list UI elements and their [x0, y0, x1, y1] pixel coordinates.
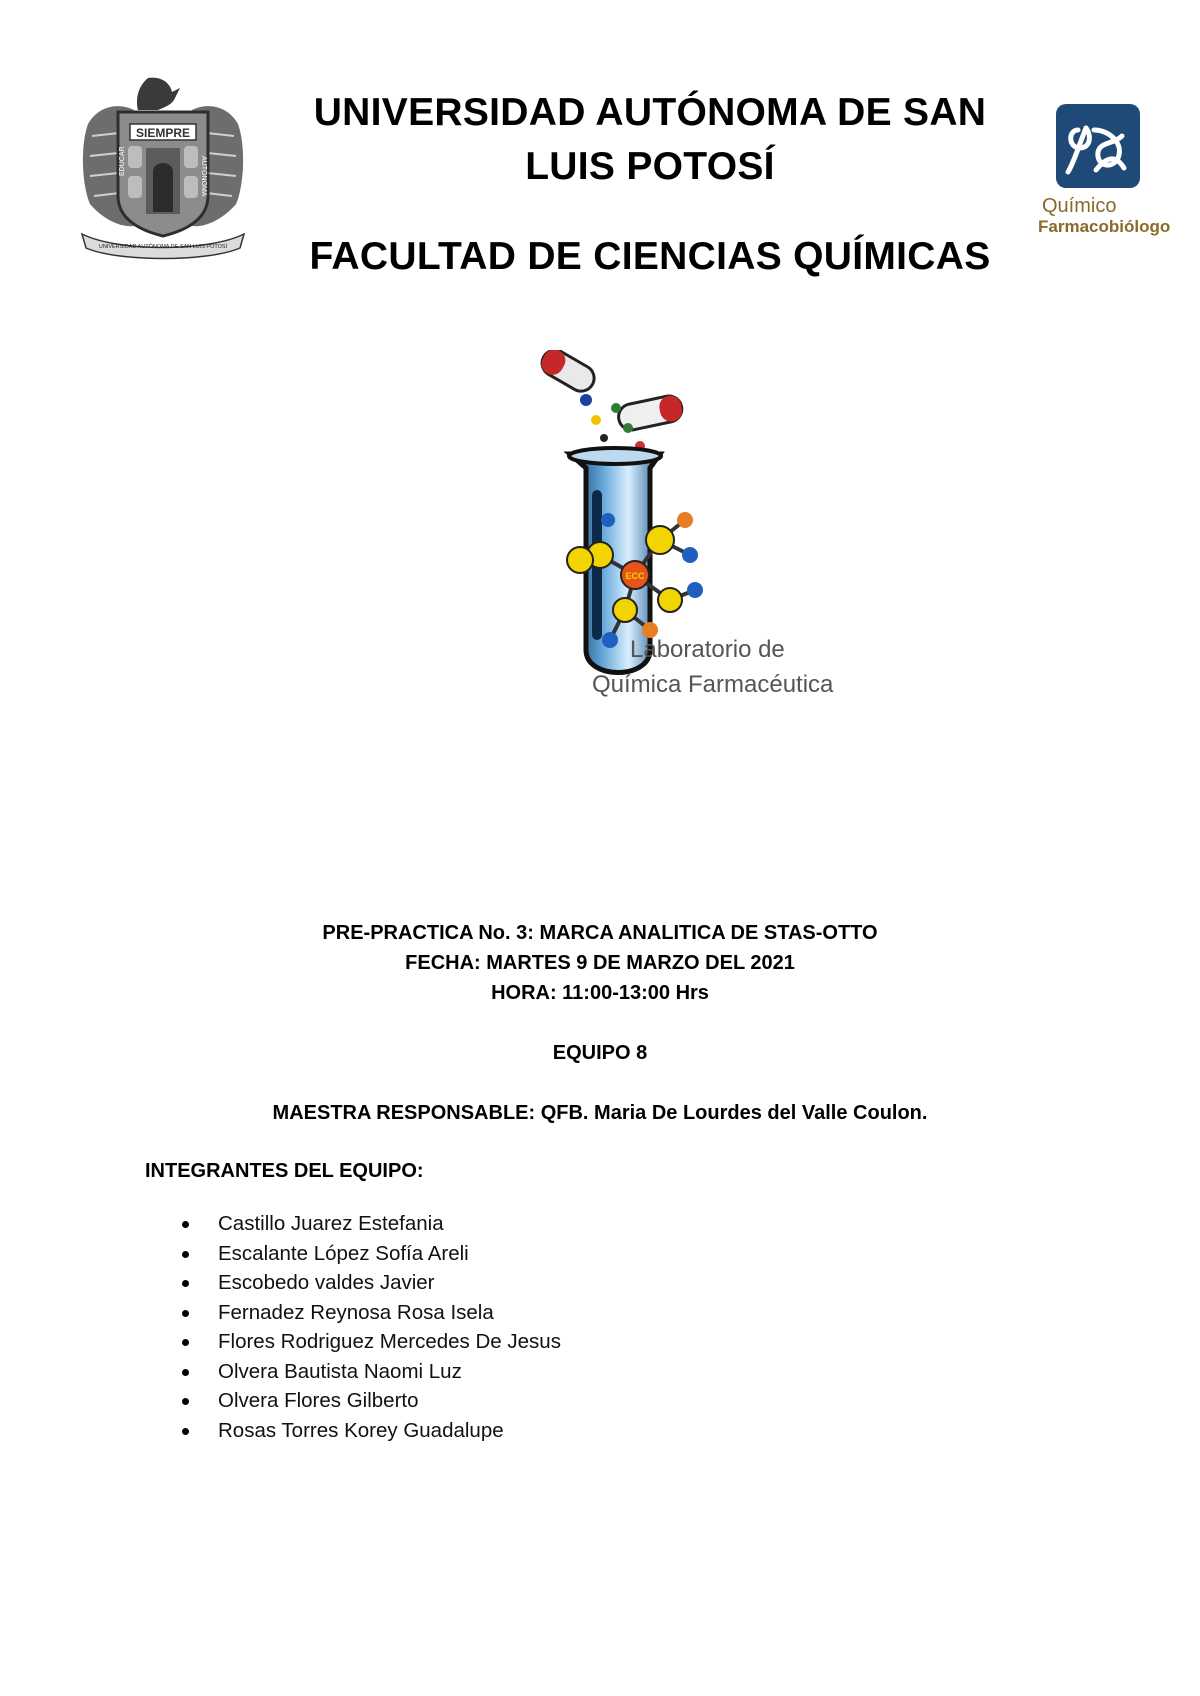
- list-item: Olvera Flores Gilberto: [182, 1386, 561, 1416]
- seal-ribbon-text: UNIVERSIDAD AUTÓNOMA DE SAN LUIS POTOSÍ: [98, 244, 228, 250]
- university-name-line1: UNIVERSIDAD AUTÓNOMA DE SAN: [313, 91, 987, 134]
- lab-logo: [500, 350, 860, 760]
- list-item: Castillo Juarez Estefania: [182, 1209, 561, 1239]
- members-list: [182, 1209, 561, 1445]
- lab-logo-line2: Química Farmacéutica: [592, 671, 834, 698]
- teacher-name: QFB. Maria De Lourdes del Valle Coulon.: [535, 1102, 928, 1124]
- qfb-logo-line1: Químico: [1042, 195, 1117, 217]
- seal-motto-left: EDUCAR: [119, 146, 126, 176]
- teacher-label: MAESTRA RESPONSABLE:: [272, 1102, 536, 1124]
- team-number: EQUIPO 8: [552, 1042, 648, 1064]
- lab-logo-line1: Laboratorio de: [630, 636, 785, 663]
- seal-motto-top: SIEMPRE: [135, 126, 191, 140]
- seal-motto-right: AUTÓNOMA: [200, 156, 207, 197]
- teacher-line: [0, 1098, 1200, 1128]
- list-item: Rosas Torres Korey Guadalupe: [182, 1416, 561, 1446]
- practice-time: HORA: 11:00-13:00 Hrs: [491, 982, 709, 1004]
- members-heading: INTEGRANTES DEL EQUIPO:: [145, 1160, 424, 1182]
- list-item: Fernadez Reynosa Rosa Isela: [182, 1298, 561, 1328]
- list-item: Escobedo valdes Javier: [182, 1268, 561, 1298]
- practice-date: FECHA: MARTES 9 DE MARZO DEL 2021: [405, 952, 795, 974]
- list-item: Olvera Bautista Naomi Luz: [182, 1357, 561, 1387]
- university-seal-logo: [78, 76, 248, 260]
- list-item: Escalante López Sofía Areli: [182, 1239, 561, 1269]
- practice-title: PRE-PRACTICA No. 3: MARCA ANALITICA DE STAS-OTTO: [322, 922, 878, 944]
- university-name-line2: LUIS POTOSÍ: [525, 145, 775, 188]
- qfb-logo-line2: Farmacobiólogo: [1038, 217, 1170, 236]
- lab-logo-center-label: ECC: [625, 571, 645, 581]
- list-item: Flores Rodriguez Mercedes De Jesus: [182, 1327, 561, 1357]
- qfb-logo: [1038, 100, 1170, 240]
- faculty-name: FACULTAD DE CIENCIAS QUÍMICAS: [309, 235, 991, 278]
